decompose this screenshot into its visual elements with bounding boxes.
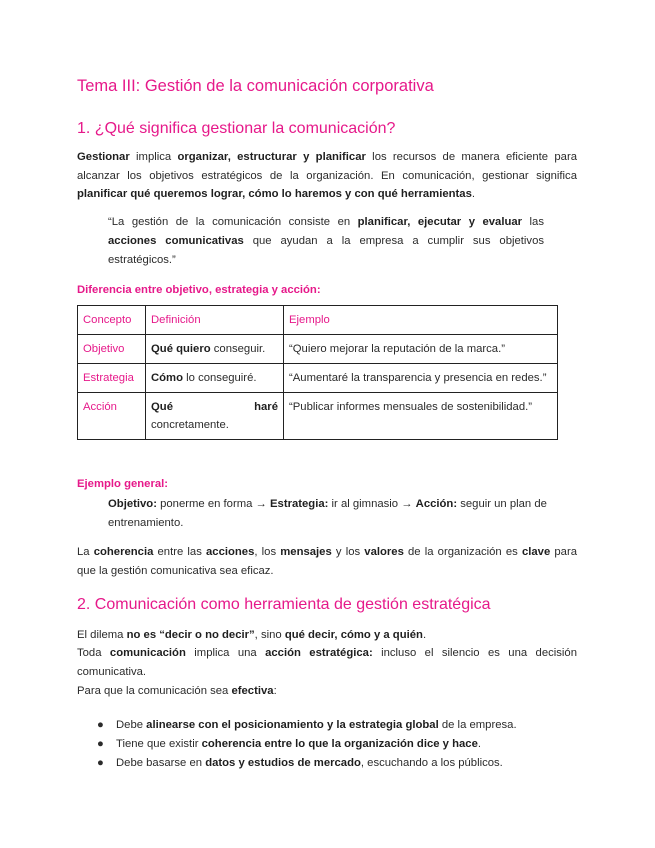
list-item [97, 754, 517, 773]
concept-cell: Estrategia [78, 364, 146, 393]
text: Tiene que existir [116, 738, 202, 750]
bullet-icon: ● [97, 738, 104, 750]
text: , escuchando a los públicos. [360, 757, 503, 769]
example-title: Ejemplo general: [77, 478, 169, 490]
text: , los [254, 546, 281, 558]
text: implica una [185, 647, 266, 659]
bold-text: planificar, ejecutar y evaluar [357, 216, 523, 228]
bullet-icon: ● [97, 757, 104, 769]
example-cell: “Aumentaré la transparencia y presencia en redes.” [284, 364, 558, 393]
table-row [78, 393, 558, 440]
section-1-heading: 1. ¿Qué significa gestionar la comunicación? [77, 120, 396, 137]
bold-text: Acción: [415, 498, 458, 510]
text: ir al gimnasio → [328, 498, 416, 510]
comparison-table [77, 305, 558, 440]
bold-text: planificar qué queremos lograr, cómo lo haremos y con qué herramientas [77, 188, 472, 200]
text: . [477, 738, 481, 750]
bold-text: Qué haré [151, 401, 278, 413]
definition-line [151, 398, 278, 416]
requirements-list [97, 716, 517, 773]
table-header-row [78, 306, 558, 335]
text: La [77, 546, 94, 558]
bold-text: acción estratégica: [265, 647, 373, 659]
bold-text: no es “decir o no decir” [126, 629, 255, 641]
example-cell: “Quiero mejorar la reputación de la marca.” [284, 335, 558, 364]
bold-text: alinearse con el posicionamiento y la estrategia global [146, 719, 439, 731]
text: Debe [116, 719, 147, 731]
definition-cell [146, 393, 284, 440]
text: entre las [153, 546, 207, 558]
text: los recursos de manera eficiente para alcanzar los objetivos estratégicos de la organización. En comunicación, gestionar significa [77, 151, 577, 182]
text: para que la gestión comunicativa sea eficaz. [77, 546, 577, 577]
concept-cell: Objetivo [78, 335, 146, 364]
bold-text: Objetivo: [108, 498, 157, 510]
bold-text: comunicación [109, 647, 186, 659]
bold-text: clave [521, 546, 551, 558]
text: . [471, 188, 476, 200]
text: conseguir. [210, 343, 266, 355]
definition-cell [146, 364, 284, 393]
text: ponerme en forma → [156, 498, 270, 510]
list-item [97, 735, 517, 754]
bold-text: efectiva [231, 685, 274, 697]
bold-text: Qué quiero [151, 343, 211, 355]
definition-quote [108, 213, 544, 270]
header-cell: Definición [146, 306, 284, 335]
text: , sino [254, 629, 285, 641]
text: Para que la comunicación sea [77, 685, 232, 697]
coherence-paragraph [77, 543, 577, 580]
bold-text: mensajes [280, 546, 332, 558]
section-2-heading: 2. Comunicación como herramienta de gestión estratégica [77, 596, 491, 613]
text: concretamente. [151, 419, 229, 431]
concept-cell: Acción [78, 393, 146, 440]
effective-paragraph [77, 682, 577, 701]
bold-text: Gestionar [77, 151, 130, 163]
bold-text: acciones [206, 546, 255, 558]
bold-text: organizar, estructurar y planificar [177, 151, 366, 163]
bold-text: datos y estudios de mercado [205, 757, 361, 769]
example-cell: “Publicar informes mensuales de sostenibilidad.” [284, 393, 558, 440]
definition-cell [146, 335, 284, 364]
bold-text: Estrategia: [270, 498, 329, 510]
bold-text: Cómo [151, 372, 184, 384]
text: : [273, 685, 277, 697]
text: “La gestión de la comunicación consiste en [108, 216, 358, 228]
general-example [108, 495, 558, 533]
text: las [522, 216, 544, 228]
section-1-intro-paragraph [77, 148, 577, 204]
bold-text: qué decir, cómo y a quién [284, 629, 423, 641]
document-title: Tema III: Gestión de la comunicación corporativa [77, 77, 434, 95]
text: . [422, 629, 427, 641]
table-title: Diferencia entre objetivo, estrategia y acción: [77, 284, 321, 296]
bullet-icon: ● [97, 719, 104, 731]
list-item [97, 716, 517, 735]
text: Toda [77, 647, 110, 659]
text: y los [331, 546, 365, 558]
table-row [78, 335, 558, 364]
bold-text: coherencia entre lo que la organización dice y hace [201, 738, 478, 750]
text: de la organización es [403, 546, 522, 558]
text: seguir un plan de entrenamiento. [108, 498, 547, 529]
bold-text: valores [364, 546, 404, 558]
text: de la empresa. [438, 719, 517, 731]
strategic-action-paragraph [77, 644, 577, 681]
header-cell: Ejemplo [284, 306, 558, 335]
text: incluso el silencio es una decisión comunicativa. [77, 647, 577, 678]
bold-text: acciones comunicativas [108, 235, 244, 247]
bold-text: coherencia [93, 546, 154, 558]
dilemma-paragraph [77, 626, 577, 645]
text: El dilema [77, 629, 127, 641]
text: lo conseguiré. [183, 372, 257, 384]
text: que ayudan a la empresa a cumplir sus objetivos estratégicos.” [108, 235, 544, 266]
header-cell: Concepto [78, 306, 146, 335]
text: implica [129, 151, 178, 163]
text: Debe basarse en [116, 757, 206, 769]
table-row [78, 364, 558, 393]
